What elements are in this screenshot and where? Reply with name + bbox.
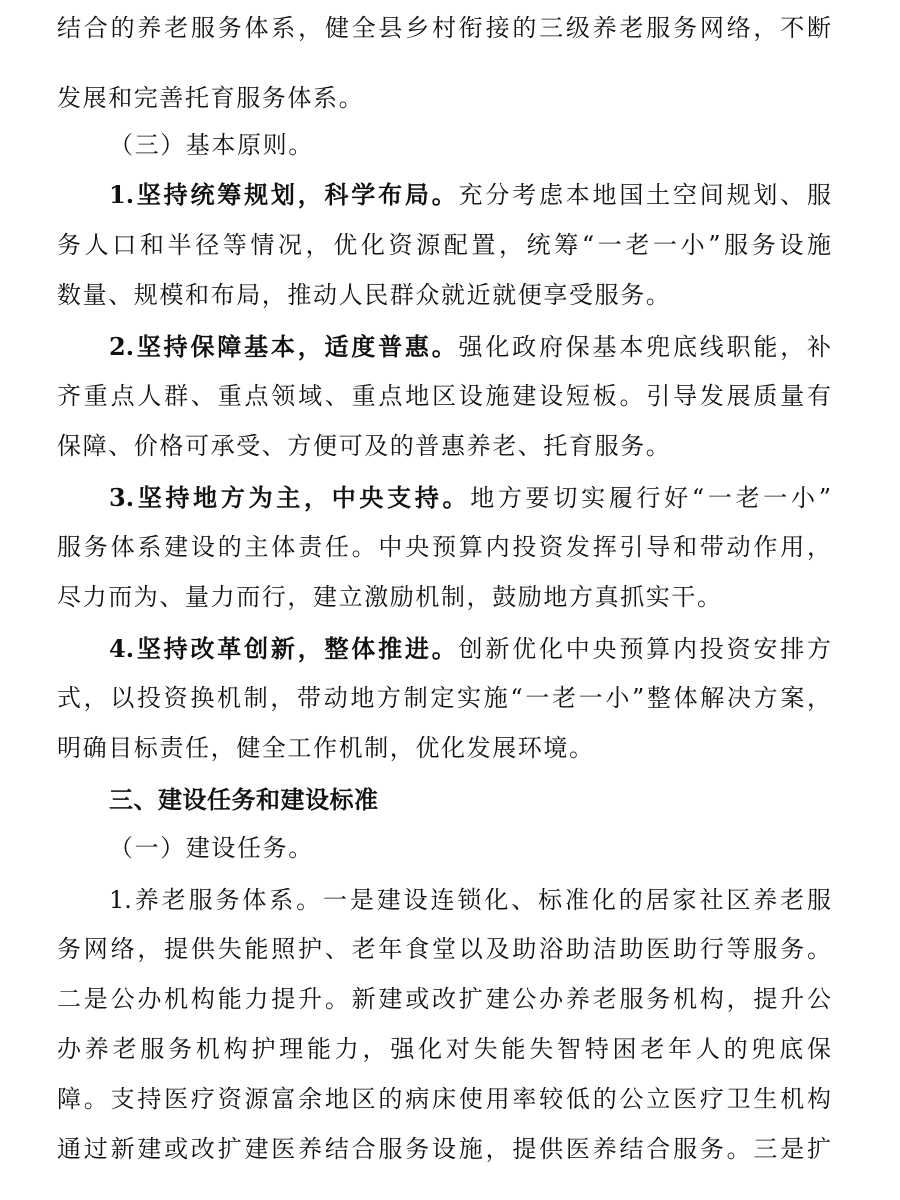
- principle-1-line: 1.坚持统筹规划，科学布局。充分考虑本地国土空间规划、服: [109, 180, 831, 209]
- principle-1-title: 1.坚持统筹规划，科学布局。: [109, 180, 459, 209]
- paragraph-line: 尽力而为、量力而行，建立激励机制，鼓励地方真抓实干。: [57, 583, 723, 611]
- paragraph-line: 齐重点人群、重点领域、重点地区设施建设短板。引导发展质量有: [57, 382, 831, 410]
- paragraph-line: 务人口和半径等情况，优化资源配置，统筹“一老一小”服务设施: [57, 231, 831, 259]
- principle-4-line: 4.坚持改革创新，整体推进。创新优化中央预算内投资安排方: [109, 634, 831, 663]
- paragraph-line: 结合的养老服务体系，健全县乡村衔接的三级养老服务网络，不断: [57, 14, 831, 42]
- paragraph-line: 明确目标责任，健全工作机制，优化发展环境。: [57, 734, 595, 762]
- section-subheading: （一）建设任务。: [109, 834, 314, 862]
- paragraph-line: 数量、规模和布局，推动人民群众就近就便享受服务。: [57, 281, 672, 309]
- paragraph-line: 通过新建或改扩建医养结合服务设施，提供医养结合服务。三是扩: [57, 1135, 831, 1163]
- principle-3-line: 3.坚持地方为主，中央支持。地方要切实履行好“一老一小”: [109, 483, 831, 512]
- paragraph-line: 办养老服务机构护理能力，强化对失能失智特困老年人的兜底保: [57, 1035, 831, 1063]
- paragraph-line: 务网络，提供失能照护、老年食堂以及助浴助洁助医助行等服务。: [57, 935, 831, 963]
- paragraph-line: 1.养老服务体系。一是建设连锁化、标准化的居家社区养老服: [109, 886, 831, 914]
- principle-2-title: 2.坚持保障基本，适度普惠。: [109, 332, 459, 361]
- section-subheading: （三）基本原则。: [109, 131, 314, 159]
- principle-4-title: 4.坚持改革创新，整体推进。: [109, 634, 459, 663]
- principle-3-title: 3.坚持地方为主，中央支持。: [109, 483, 471, 512]
- section-heading: 三、建设任务和建设标准: [109, 786, 379, 814]
- paragraph-line: 二是公办机构能力提升。新建或改扩建公办养老服务机构，提升公: [57, 985, 831, 1013]
- principle-2-line: 2.坚持保障基本，适度普惠。强化政府保基本兜底线职能，补: [109, 332, 831, 361]
- paragraph-line: 服务体系建设的主体责任。中央预算内投资发挥引导和带动作用，: [57, 533, 831, 561]
- paragraph-line: 发展和完善托育服务体系。: [57, 84, 365, 112]
- paragraph-line: 障。支持医疗资源富余地区的病床使用率较低的公立医疗卫生机构: [57, 1085, 831, 1113]
- paragraph-line: 保障、价格可承受、方便可及的普惠养老、托育服务。: [57, 432, 672, 460]
- paragraph-line: 式，以投资换机制，带动地方制定实施“一老一小”整体解决方案，: [57, 684, 831, 712]
